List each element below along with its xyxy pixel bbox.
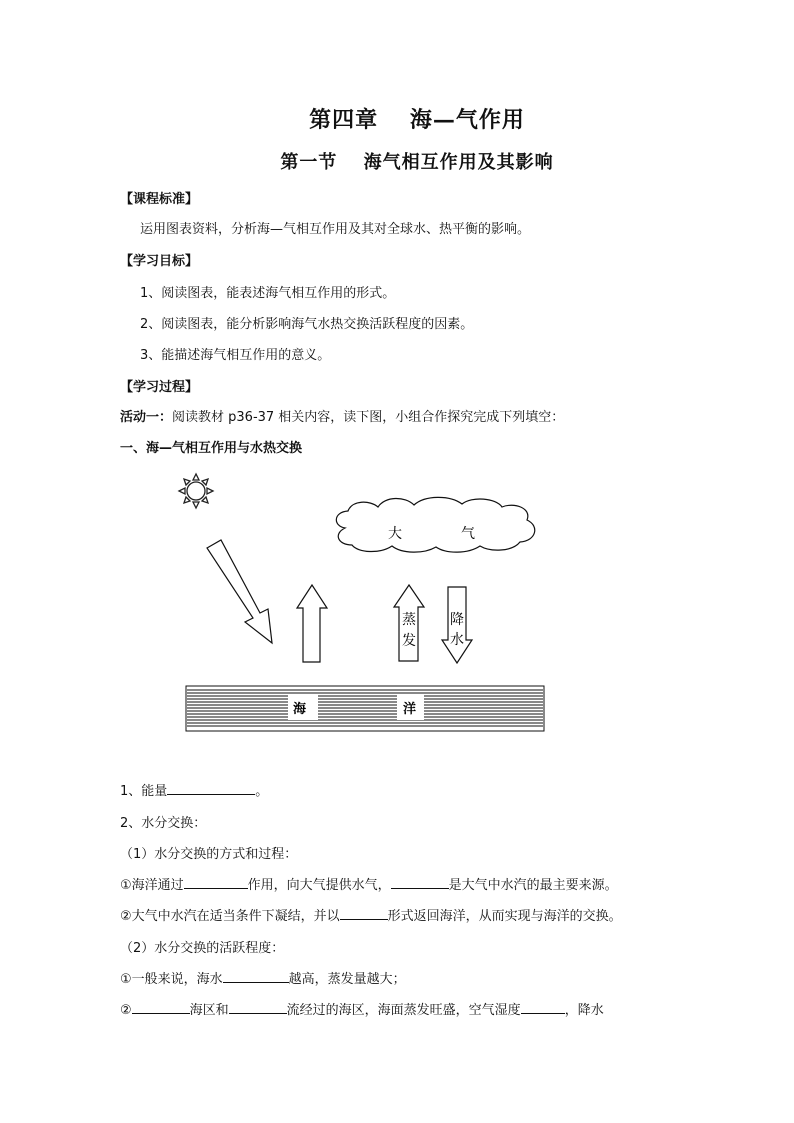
objective-item: 3、能描述海气相互作用的意义。 — [140, 348, 331, 363]
curriculum-text: 运用图表资料，分析海—气相互作用及其对全球水、热平衡的影响。 — [140, 222, 531, 237]
section-title: 第一节 海气相互作用及其影响 — [280, 152, 554, 173]
answer-blank[interactable] — [229, 999, 287, 1014]
precipitation-label: 水 — [450, 632, 464, 648]
question-2-1: （1）水分交换的方式和过程： — [120, 847, 298, 862]
question-2-2-a: ①一般来说，海水 越高，蒸发量越大； — [120, 968, 406, 987]
precipitation-label: 降 — [450, 612, 464, 628]
objective-item: 2、阅读图表，能分析影响海气水热交换活跃程度的因素。 — [140, 317, 474, 332]
ocean-band — [186, 686, 544, 731]
section-subheading: 一、海—气相互作用与水热交换 — [120, 441, 303, 456]
atmosphere-label: 大 — [388, 526, 402, 542]
activity-text: 阅读教材 p36-37 相关内容，读下图，小组合作探究完成下列填空： — [172, 410, 565, 425]
ocean-label: 海 — [293, 702, 307, 717]
question-2-2-b: ② 海区和 流经过的海区，海面蒸发旺盛，空气湿度 ，降水 — [120, 999, 604, 1018]
question-2-1-a: ①海洋通过 作用，向大气提供水气， 是大气中水汽的最主要来源。 — [120, 874, 618, 893]
process-heading: 【学习过程】 — [120, 380, 199, 395]
question-2-1-b: ②大气中水汽在适当条件下凝结，并以 形式返回海洋，从而实现与海洋的交换。 — [120, 905, 622, 924]
question-energy: 1、能量 。 — [120, 780, 268, 799]
evaporation-label: 发 — [402, 633, 416, 649]
answer-blank[interactable] — [521, 999, 565, 1014]
objectives-heading: 【学习目标】 — [120, 254, 199, 269]
activity-label: 活动一： — [120, 410, 173, 425]
answer-blank[interactable] — [132, 999, 190, 1014]
objective-item: 1、阅读图表，能表述海气相互作用的形式。 — [140, 286, 396, 301]
chapter-title: 第四章 海—气作用 — [309, 107, 525, 133]
ocean-label: 洋 — [403, 702, 417, 717]
answer-blank[interactable] — [391, 874, 449, 889]
sun-icon — [179, 474, 213, 508]
curriculum-heading: 【课程标准】 — [120, 192, 199, 207]
evaporation-label: 蒸 — [402, 612, 416, 628]
question-water-exchange: 2、水分交换： — [120, 816, 207, 831]
answer-blank[interactable] — [184, 874, 248, 889]
heat-release-arrow — [297, 585, 327, 662]
solar-radiation-arrow — [207, 540, 272, 643]
answer-blank[interactable] — [167, 780, 255, 795]
answer-blank[interactable] — [223, 968, 289, 983]
atmosphere-label: 气 — [461, 526, 475, 542]
question-2-2: （2）水分交换的活跃程度： — [120, 941, 285, 956]
answer-blank[interactable] — [340, 905, 388, 920]
atmosphere-cloud — [336, 497, 534, 552]
